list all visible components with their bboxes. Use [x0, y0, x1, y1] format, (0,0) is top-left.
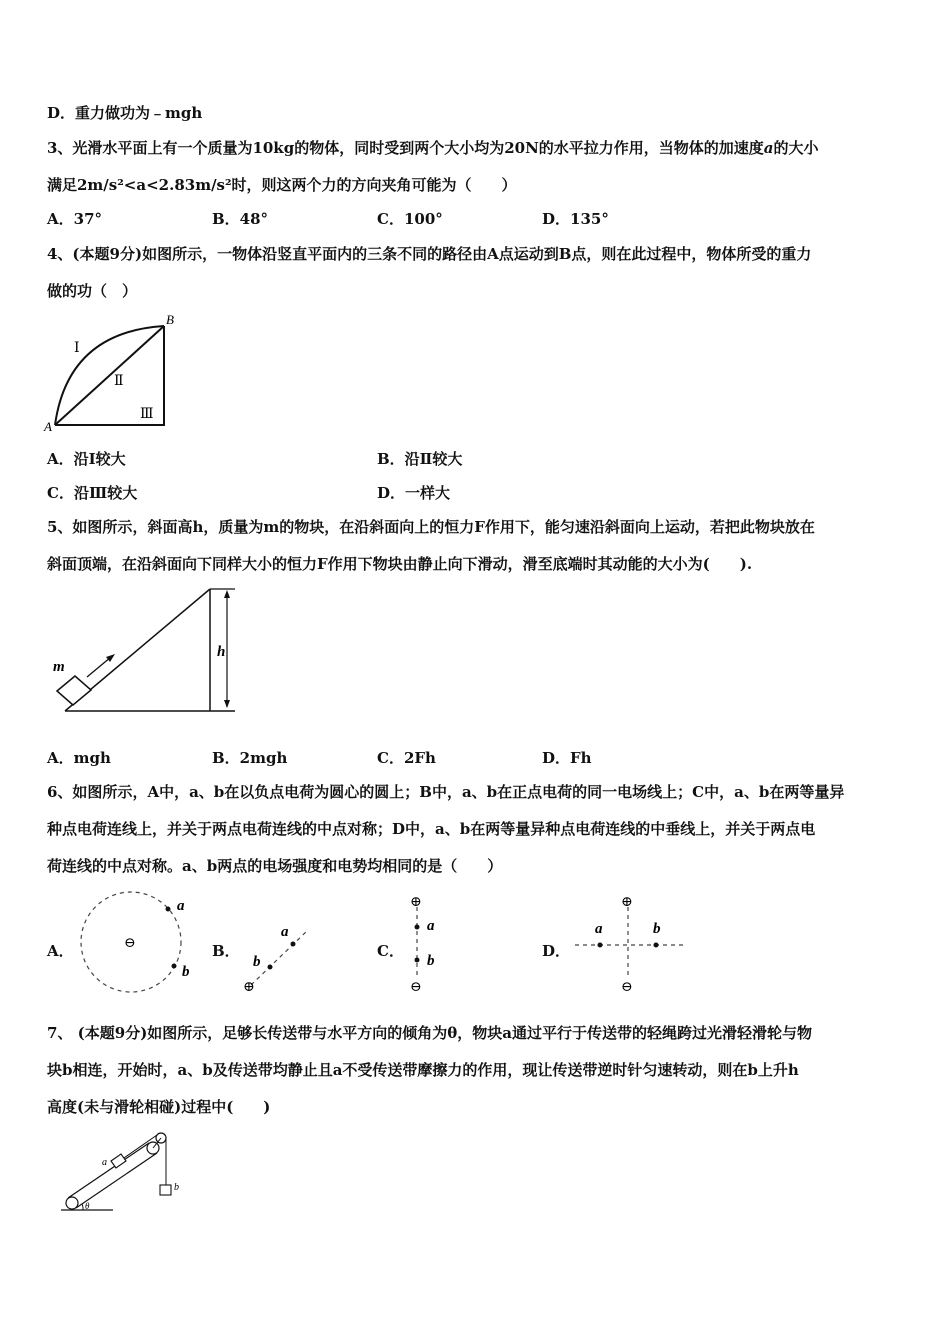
- path-1-label: Ⅰ: [74, 341, 80, 356]
- q6-option-a-label: A．: [47, 942, 74, 960]
- q6-figure-c: [405, 890, 455, 995]
- q5-option-d: D．Fh: [542, 749, 592, 767]
- q3-a-symbol: a: [763, 139, 774, 157]
- point-a-dot: [291, 942, 296, 947]
- block-a-label: a: [102, 1157, 107, 1168]
- negative-charge: ⊖: [621, 980, 633, 995]
- q6-figure-a: [78, 888, 193, 998]
- q6-figure-d: [572, 890, 687, 995]
- force-arrow: [87, 657, 111, 677]
- q6-option-c-label: C．: [377, 942, 404, 960]
- q3-option-a: A．37°: [47, 210, 103, 228]
- q3-option-c: C．100°: [377, 210, 443, 228]
- q6-option-d-label: D．: [542, 942, 571, 960]
- q6-figure-b: [238, 922, 318, 997]
- q4-path-figure: [40, 310, 180, 435]
- point-b-label: b: [653, 921, 661, 937]
- q4-option-d: D．一样大: [377, 484, 451, 502]
- positive-charge: ⊕: [410, 895, 422, 910]
- q3-stem-line2: 满足2m/s²<a<2.83m/s²时，则这两个力的方向夹角可能为（ ）: [47, 176, 517, 194]
- q3-line1-text: 3、光滑水平面上有一个质量为10kg的物体，同时受到两个大小均为20N的水平拉力作用，当物体的加速度: [47, 139, 764, 157]
- point-b-label: b: [253, 954, 261, 970]
- point-b-label: b: [182, 964, 190, 980]
- q3-option-b: B．48°: [212, 210, 269, 228]
- q4-option-a: A．沿Ⅰ较大: [47, 450, 126, 468]
- point-a-label: a: [177, 898, 185, 914]
- path-2-label: Ⅱ: [114, 374, 124, 389]
- negative-charge: ⊖: [124, 936, 136, 951]
- height-arrow-head-bottom: [224, 700, 230, 708]
- q5-stem-line1: 5、如图所示，斜面高h，质量为m的物块，在沿斜面向上的恒力F作用下，能匀速沿斜面向上运动，若把此物块放在: [47, 518, 815, 536]
- q7-stem-line3: 高度(未与滑轮相碰)过程中( ): [47, 1098, 271, 1116]
- q3-stem-line1: [47, 137, 819, 158]
- q5-option-c: C．2Fh: [377, 749, 436, 767]
- point-b-dot: [172, 964, 177, 969]
- q4-option-c: C．沿Ⅲ较大: [47, 484, 138, 502]
- q5-option-b: B．2mgh: [212, 749, 288, 767]
- point-b-dot: [415, 958, 420, 963]
- point-a-dot: [598, 943, 603, 948]
- height-label: h: [217, 644, 226, 660]
- angle-theta-label: θ: [85, 1201, 90, 1211]
- point-a-label: a: [427, 918, 435, 934]
- point-b-label: B: [166, 312, 174, 327]
- q6-stem-line1: 6、如图所示，A中，a、b在以负点电荷为圆心的圆上；B中，a、b在正点电荷的同一电场线上；C中，a、b在两等量异: [47, 783, 845, 801]
- q4-stem-line2: 做的功（ ）: [47, 282, 138, 300]
- block-a: [111, 1154, 126, 1168]
- point-a-label: A: [44, 419, 52, 434]
- point-a-dot: [166, 907, 171, 912]
- height-arrow-head-top: [224, 590, 230, 598]
- negative-charge: ⊖: [410, 980, 422, 995]
- q4-stem-line1: 4、(本题9分)如图所示，一物体沿竖直平面内的三条不同的路径由A点运动到B点，则在此过程中，物体所受的重力: [47, 245, 812, 263]
- mass-label: m: [53, 659, 65, 675]
- point-a-dot: [415, 925, 420, 930]
- mass-block: [57, 676, 91, 705]
- q6-option-b-label: B．: [212, 942, 240, 960]
- positive-charge: ⊕: [621, 895, 633, 910]
- q6-stem-line3: 荷连线的中点对称。a、b两点的电场强度和电势均相同的是（ ）: [47, 857, 503, 875]
- q4-option-b: B．沿Ⅱ较大: [377, 450, 463, 468]
- point-b-label: b: [427, 953, 435, 969]
- block-b: [160, 1185, 171, 1195]
- point-a-label: a: [595, 921, 603, 937]
- q2-option-d: D．重力做功为﹣mgh: [47, 104, 203, 122]
- q5-incline-figure: [45, 585, 245, 720]
- path-3-label: Ⅲ: [140, 407, 154, 422]
- q7-stem-line2: 块b相连，开始时，a、b及传送带均静止且a不受传送带摩擦力的作用，现让传送带逆时针匀速转动，则在b上升h: [47, 1061, 799, 1079]
- q3-option-d: D．135°: [542, 210, 609, 228]
- block-b-label: b: [174, 1182, 179, 1193]
- angle-arc: [82, 1204, 83, 1210]
- q7-stem-line1: 7、 (本题9分)如图所示，足够长传送带与水平方向的倾角为θ，物块a通过平行于传送带的轻绳跨过光滑轻滑轮与物: [47, 1024, 813, 1042]
- point-b-dot: [268, 965, 273, 970]
- q6-stem-line2: 种点电荷连线上，并关于两点电荷连线的中点对称；D中，a、b在两等量异种点电荷连线的中垂线上，并关于两点电: [47, 820, 816, 838]
- q7-conveyor-figure: [55, 1128, 190, 1218]
- q3-line1-end: 的大小: [773, 139, 819, 157]
- point-a-label: a: [281, 924, 289, 940]
- q5-option-a: A．mgh: [47, 749, 111, 767]
- belt-top: [68, 1143, 149, 1198]
- point-b-dot: [654, 943, 659, 948]
- positive-charge: ⊕: [243, 980, 255, 995]
- q5-stem-line2: 斜面顶端，在沿斜面向下同样大小的恒力F作用下物块由静止向下滑动，滑至底端时其动能的大小为( ).: [47, 555, 753, 573]
